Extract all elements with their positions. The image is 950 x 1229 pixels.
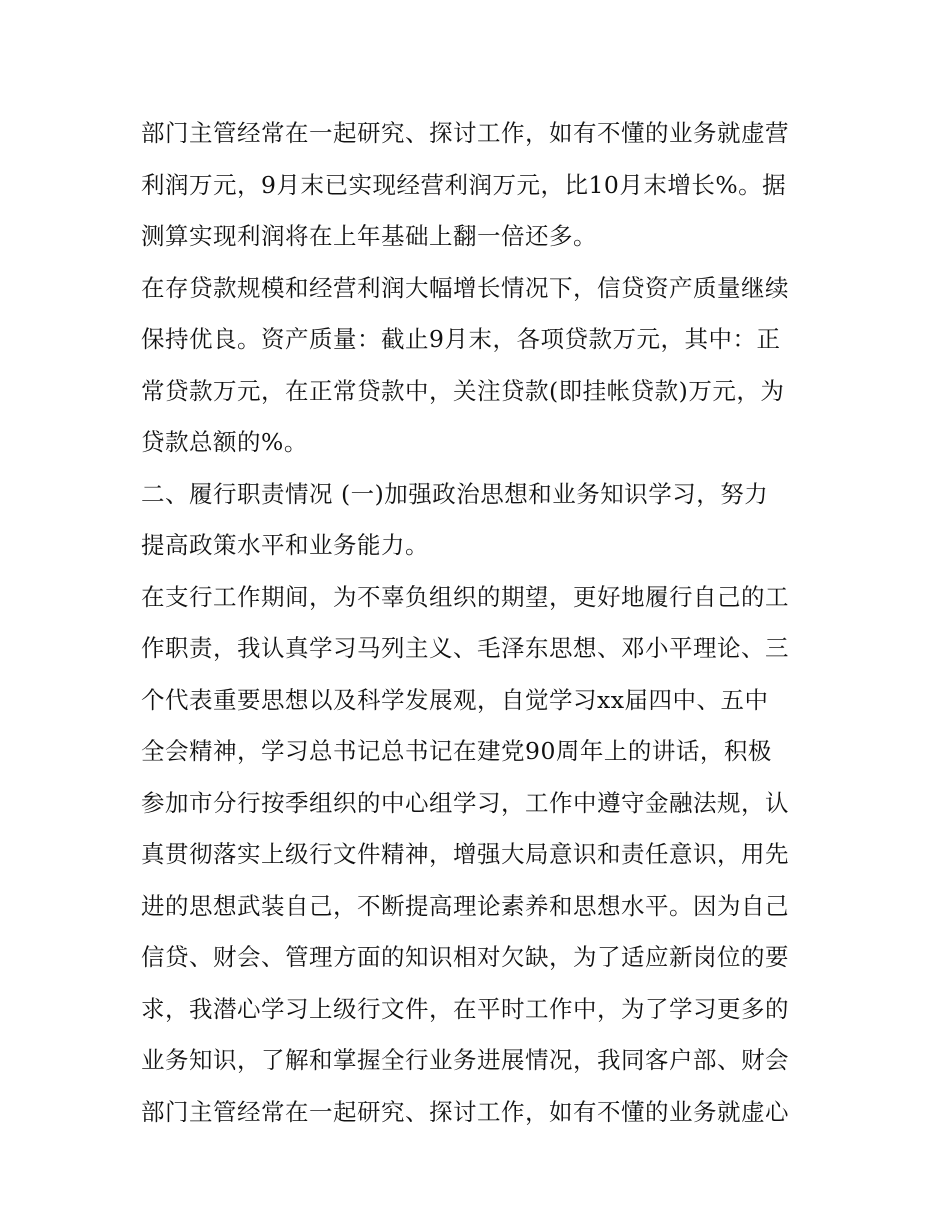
text-line: 信贷、财会、管理方面的知识相对欠缺，为了适应新岗位的要 — [141, 943, 789, 971]
section-heading-line: 二、履行职责情况 (一)加强政治思想和业务知识学习，努力 — [141, 479, 769, 508]
text-line: 部门主管经常在一起研究、探讨工作，如有不懂的业务就虚营 — [141, 119, 789, 147]
text-line: 常贷款万元，在正常贷款中，关注贷款(即挂帐贷款)万元，为 — [141, 376, 785, 405]
text-line: 全会精神，学习总书记总书记在建党90周年上的讲话，积极 — [141, 737, 772, 765]
text-line: 参加市分行按季组织的中心组学习，工作中遵守金融法规，认 — [141, 788, 789, 817]
text-line: 作职责，我认真学习马列主义、毛泽东思想、邓小平理论、三 — [141, 634, 789, 662]
section-heading-line: 提高政策水平和业务能力。 — [141, 531, 429, 559]
text-line: 在存贷款规模和经营利润大幅增长情况下，信贷资产质量继续 — [141, 273, 789, 302]
text-line: 贷款总额的%。 — [141, 428, 308, 456]
text-line: 个代表重要思想以及科学发展观，自觉学习xx届四中、五中 — [141, 685, 769, 714]
text-line: 业务知识，了解和掌握全行业务进展情况，我同客户部、财会 — [141, 1046, 789, 1074]
text-line: 保持优良。资产质量：截止9月末，各项贷款万元，其中：正 — [141, 325, 781, 353]
text-line: 进的思想武装自己，不断提高理论素养和思想水平。因为自己 — [141, 891, 789, 920]
document-body — [141, 108, 813, 1138]
text-line: 真贯彻落实上级行文件精神，增强大局意识和责任意识，用先 — [141, 840, 789, 868]
text-line: 在支行工作期间，为不辜负组织的期望，更好地履行自己的工 — [141, 582, 789, 611]
text-line: 部门主管经常在一起研究、探讨工作，如有不懂的业务就虚心 — [141, 1097, 789, 1126]
text-line: 求，我潜心学习上级行文件，在平时工作中，为了学习更多的 — [141, 994, 789, 1023]
text-line: 测算实现利润将在上年基础上翻一倍还多。 — [141, 222, 597, 250]
text-line: 利润万元，9月末已实现经营利润万元，比10月末增长%。据 — [141, 170, 787, 199]
